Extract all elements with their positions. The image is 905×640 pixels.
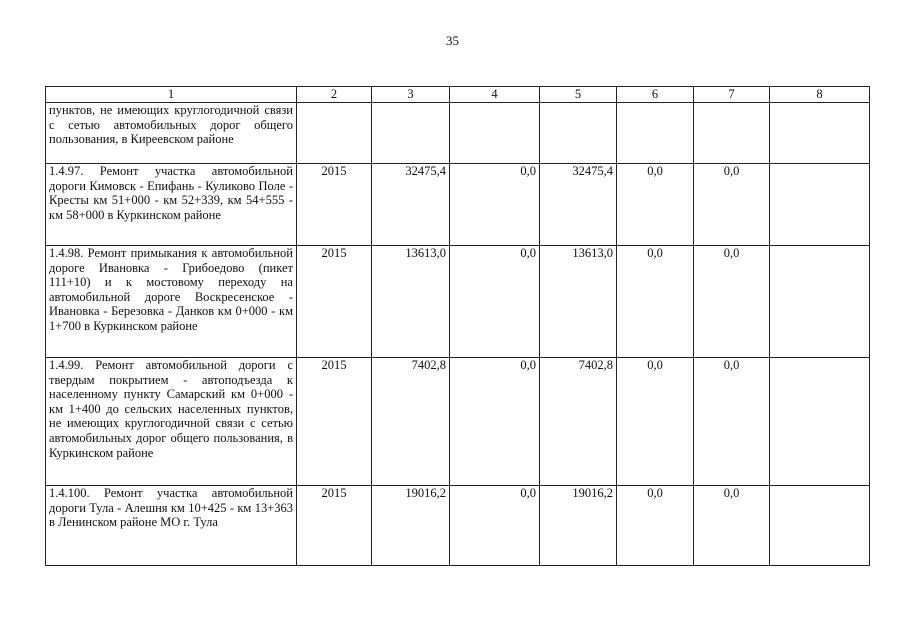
value-cell: 32475,4 bbox=[372, 164, 450, 246]
column-header: 2 bbox=[297, 87, 372, 103]
value-cell: 0,0 bbox=[694, 486, 770, 566]
value-cell bbox=[770, 164, 870, 246]
value-cell bbox=[617, 103, 694, 164]
value-cell bbox=[540, 103, 617, 164]
value-cell bbox=[372, 103, 450, 164]
year-cell: 2015 bbox=[297, 164, 372, 246]
page-number: 35 bbox=[446, 33, 459, 48]
row-description: 1.4.97. Ремонт участка автомобильной дороги Кимовск - Епифань - Куликово Поле - Кресты км 51+000 - км 52+339, км 54+555 - км 58+000 в Куркинском районе bbox=[46, 164, 297, 246]
value-cell: 19016,2 bbox=[540, 486, 617, 566]
column-header: 4 bbox=[450, 87, 540, 103]
table-row bbox=[46, 486, 870, 566]
table-row bbox=[46, 246, 870, 358]
row-description: 1.4.98. Ремонт примыкания к автомобильной дороге Ивановка - Грибоедово (пикет 111+10) и к мостовому переходу на автомобильной дороге Воскресенское - Ивановка - Березовка - Данков км 0+000 - км 1+700 в Куркинском районе bbox=[46, 246, 297, 358]
value-cell bbox=[694, 103, 770, 164]
row-description: пунктов, не имеющих круглогодичной связи с сетью автомобильных дорог общего пользования, в Киреевском районе bbox=[46, 103, 297, 164]
value-cell: 0,0 bbox=[694, 164, 770, 246]
column-header: 1 bbox=[46, 87, 297, 103]
value-cell: 13613,0 bbox=[372, 246, 450, 358]
value-cell: 0,0 bbox=[450, 164, 540, 246]
value-cell: 32475,4 bbox=[540, 164, 617, 246]
value-cell: 13613,0 bbox=[540, 246, 617, 358]
column-header: 3 bbox=[372, 87, 450, 103]
value-cell: 7402,8 bbox=[372, 358, 450, 486]
value-cell bbox=[770, 358, 870, 486]
column-header: 8 bbox=[770, 87, 870, 103]
column-header: 6 bbox=[617, 87, 694, 103]
table-row bbox=[46, 164, 870, 246]
value-cell: 19016,2 bbox=[372, 486, 450, 566]
value-cell bbox=[450, 103, 540, 164]
value-cell: 0,0 bbox=[617, 358, 694, 486]
value-cell bbox=[770, 103, 870, 164]
year-cell: 2015 bbox=[297, 486, 372, 566]
data-table bbox=[45, 86, 870, 566]
year-cell bbox=[297, 103, 372, 164]
value-cell: 0,0 bbox=[617, 246, 694, 358]
table-header-row bbox=[46, 87, 870, 103]
row-description: 1.4.100. Ремонт участка автомобильной дороги Тула - Алешня км 10+425 - км 13+363 в Ленинском районе МО г. Тула bbox=[46, 486, 297, 566]
year-cell: 2015 bbox=[297, 246, 372, 358]
value-cell bbox=[770, 486, 870, 566]
value-cell: 0,0 bbox=[450, 486, 540, 566]
value-cell: 0,0 bbox=[694, 246, 770, 358]
value-cell: 0,0 bbox=[450, 246, 540, 358]
column-header: 7 bbox=[694, 87, 770, 103]
table-row bbox=[46, 358, 870, 486]
column-header: 5 bbox=[540, 87, 617, 103]
value-cell: 0,0 bbox=[617, 164, 694, 246]
value-cell: 0,0 bbox=[450, 358, 540, 486]
row-description: 1.4.99. Ремонт автомобильной дороги с твердым покрытием - автоподъезда к населенному пункту Самарский км 0+000 - км 1+400 до сельских населенных пунктов, не имеющих круглогодичной связи с сетью автомобильных дорог общего пользования, в Куркинском районе bbox=[46, 358, 297, 486]
year-cell: 2015 bbox=[297, 358, 372, 486]
value-cell: 0,0 bbox=[694, 358, 770, 486]
value-cell: 7402,8 bbox=[540, 358, 617, 486]
value-cell bbox=[770, 246, 870, 358]
value-cell: 0,0 bbox=[617, 486, 694, 566]
table-row bbox=[46, 103, 870, 164]
